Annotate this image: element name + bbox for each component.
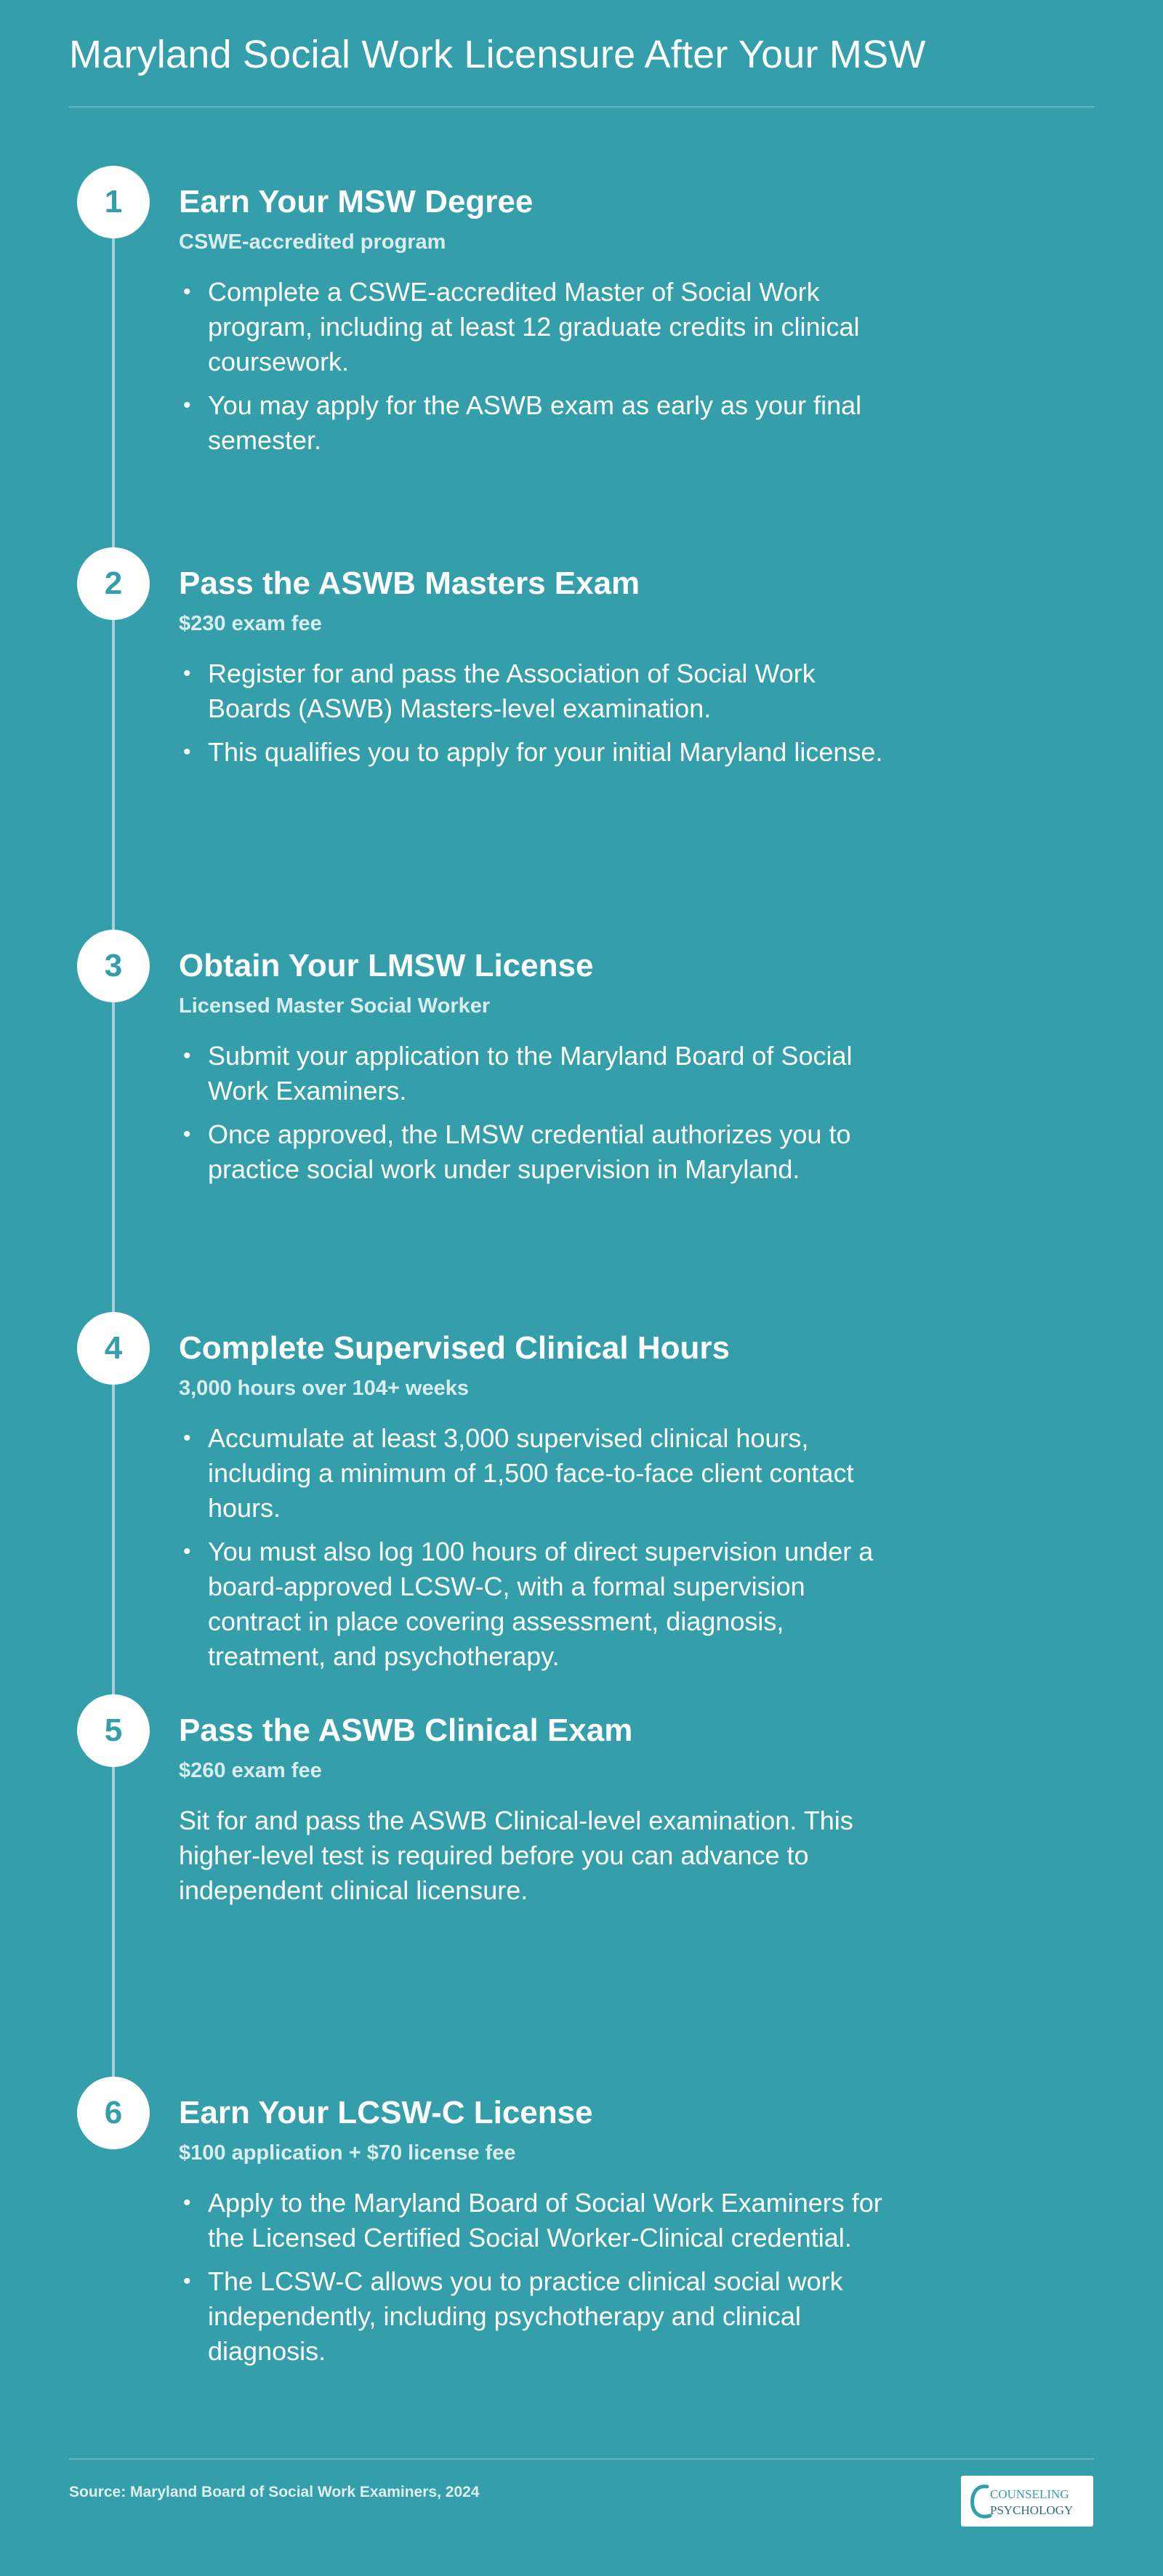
step-content: [179, 944, 906, 1196]
step-bullet-list: [179, 2186, 906, 2369]
list-item: • Register for and pass the Association of Social Work Boards (ASWB) Masters-level examination.: [179, 656, 891, 726]
step-content: [179, 562, 906, 778]
list-item: • You may apply for the ASWB exam as early as your final semester.: [179, 388, 891, 458]
step-number-badge: 4: [77, 1312, 150, 1385]
step-description: Sit for and pass the ASWB Clinical-level examination. This higher-level test is required before you can advance to independent clinical licensure.: [179, 1806, 853, 1905]
list-item: • You must also log 100 hours of direct supervision under a board-approved LCSW-C, with a formal supervision contract in place covering assessment, diagnosis, treatment, and psychotherapy.: [179, 1534, 891, 1674]
step-number-badge: 2: [77, 547, 150, 620]
list-item: • Submit your application to the Maryland Board of Social Work Examiners.: [179, 1039, 891, 1108]
logo-mark-icon: [965, 2479, 1089, 2523]
step-subtitle: CSWE-accredited program: [179, 230, 446, 254]
step-content: [179, 1327, 906, 1683]
step-title: Earn Your LCSW-C License: [179, 2095, 593, 2130]
page-title: Maryland Social Work Licensure After Your MSW: [69, 33, 926, 76]
step-bullet-list: [179, 275, 906, 458]
step-subtitle: $260 exam fee: [179, 1759, 322, 1782]
step-subtitle: $100 application + $70 license fee: [179, 2141, 516, 2165]
title-divider: [69, 106, 1094, 108]
logo-text-line2: PSYCHOLOGY: [990, 2503, 1074, 2517]
step-title: Earn Your MSW Degree: [179, 184, 534, 220]
list-item: • Apply to the Maryland Board of Social Work Examiners for the Licensed Certified Social Worker-Clinical credential.: [179, 2186, 891, 2255]
counseling-psychology-logo: [961, 2476, 1093, 2527]
step-content: [179, 1709, 906, 1908]
step-number-badge: 6: [77, 2077, 150, 2149]
list-item: • Accumulate at least 3,000 supervised clinical hours, including a minimum of 1,500 face-to-face client contact hours.: [179, 1421, 891, 1526]
step-content: [179, 180, 906, 467]
footer-divider: [69, 2458, 1094, 2460]
step-title: Complete Supervised Clinical Hours: [179, 1330, 730, 1366]
step-title: Obtain Your LMSW License: [179, 948, 594, 983]
list-item: • Complete a CSWE-accredited Master of Social Work program, including at least 12 graduate credits in clinical coursework.: [179, 275, 891, 379]
step-subtitle: Licensed Master Social Worker: [179, 994, 491, 1018]
step-title: Pass the ASWB Masters Exam: [179, 565, 640, 601]
list-item: • This qualifies you to apply for your initial Maryland license.: [179, 735, 891, 770]
list-item: • The LCSW-C allows you to practice clinical social work independently, including psychotherapy and clinical diagnosis.: [179, 2264, 891, 2369]
step-number-badge: 3: [77, 930, 150, 1002]
step-bullet-list: [179, 656, 906, 770]
step-subtitle: 3,000 hours over 104+ weeks: [179, 1377, 470, 1400]
list-item: • Once approved, the LMSW credential authorizes you to practice social work under supervision in Maryland.: [179, 1117, 891, 1187]
step-content: [179, 2091, 906, 2378]
step-bullet-list: [179, 1421, 906, 1674]
timeline-line: [112, 211, 115, 2122]
step-number-badge: 1: [77, 166, 150, 238]
step-title: Pass the ASWB Clinical Exam: [179, 1712, 633, 1748]
step-subtitle: $230 exam fee: [179, 612, 322, 635]
step-bullet-list: [179, 1039, 906, 1187]
step-number-badge: 5: [77, 1694, 150, 1767]
source-note: Source: Maryland Board of Social Work Examiners, 2024: [69, 2484, 480, 2500]
logo-text-line1: COUNSELING: [990, 2487, 1069, 2501]
